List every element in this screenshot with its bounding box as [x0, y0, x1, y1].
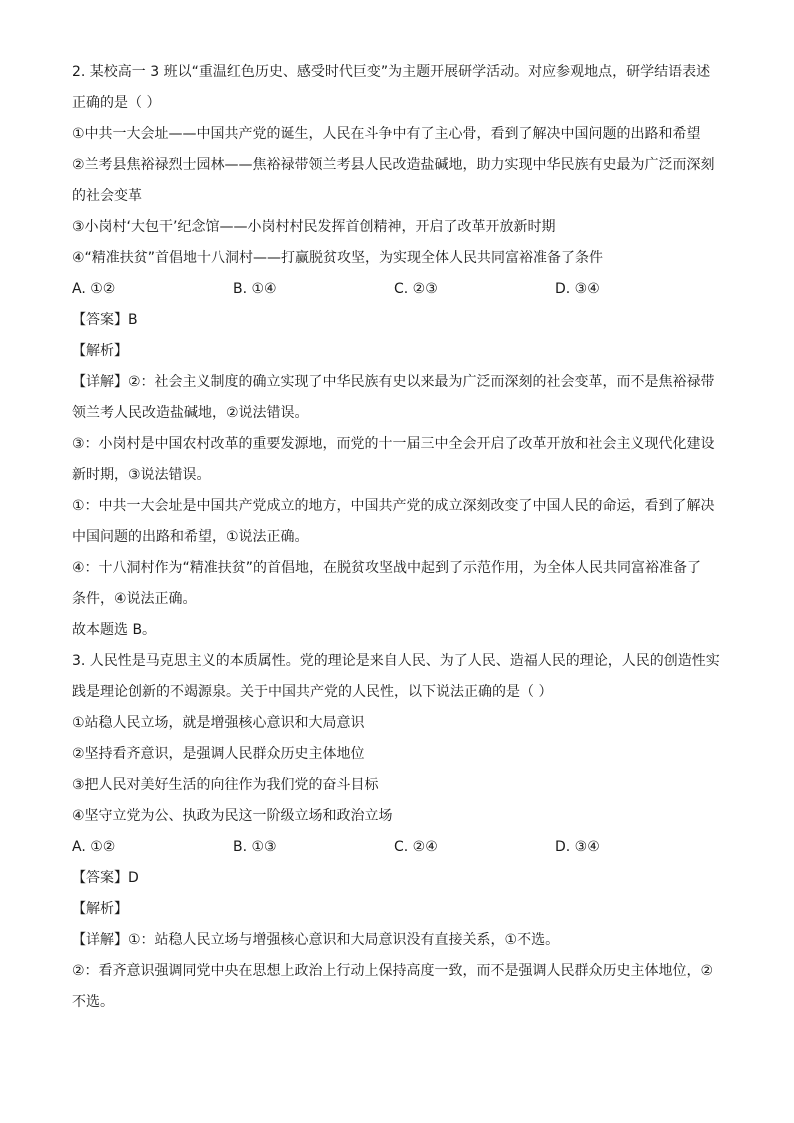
question-2-detail-8: 条件，④说法正确。: [72, 591, 197, 607]
question-2: [72, 62, 724, 640]
question-3-analysis-label: 【解析】: [72, 901, 128, 917]
question-3-item-3: ③把人民对美好生活的向往作为我们党的奋斗目标: [72, 777, 379, 793]
question-2-conclusion: 故本题选 B。: [72, 622, 157, 638]
option-a: A. ①②: [72, 281, 116, 297]
question-3-detail-2: ②：看齐意识强调同党中央在思想上政治上行动上保持高度一致，而不是强调人民群众历史主体地位，②: [72, 963, 714, 979]
question-2-detail-2: 领兰考人民改造盐碱地，②说法错误。: [72, 405, 309, 421]
question-3: [72, 651, 724, 1012]
question-3-answer: 【答案】D: [72, 870, 139, 886]
question-2-stem-line-2: 正确的是（ ）: [72, 95, 161, 111]
question-3-stem-line-1: 3. 人民性是马克思主义的本质属性。党的理论是来自人民、为了人民、造福人民的理论，人民的创造性实: [72, 653, 720, 669]
question-2-item-2: ②兰考县焦裕禄烈士园林——焦裕禄带领兰考县人民改造盐碱地，助力实现中华民族有史最为广泛而深刻: [72, 157, 715, 173]
question-3-item-2: ②坚持看齐意识，是强调人民群众历史主体地位: [72, 746, 365, 762]
question-2-stem-line-1: 2. 某校高一 3 班以“重温红色历史、感受时代巨变”为主题开展研学活动。对应参观地点，研学结语表述: [72, 64, 711, 80]
question-2-detail-6: 中国问题的出路和希望，①说法正确。: [72, 529, 309, 545]
question-2-detail-5: ①：中共一大会址是中国共产党成立的地方，中国共产党的成立深刻改变了中国人民的命运，看到了解决: [72, 498, 715, 514]
question-2-item-3: ③小岗村‘大包干’纪念馆——小岗村村民发挥首创精神，开启了改革开放新时期: [72, 219, 556, 235]
question-2-analysis-label: 【解析】: [72, 343, 128, 359]
question-2-item-2-cont: 的社会变革: [72, 188, 142, 204]
option-d: D. ③④: [555, 281, 600, 297]
option-b: B. ①④: [233, 281, 277, 297]
question-3-item-4: ④坚守立党为公、执政为民这一阶级立场和政治立场: [72, 808, 393, 824]
question-3-detail-1: 【详解】①：站稳人民立场与增强核心意识和大局意识没有直接关系，①不选。: [72, 932, 560, 948]
option-c: C. ②③: [394, 281, 438, 297]
question-2-detail-3: ③：小岗村是中国农村改革的重要发源地，而党的十一届三中全会开启了改革开放和社会主义现代化建设: [72, 436, 715, 452]
document-page: [72, 62, 724, 1023]
question-2-item-1: ①中共一大会址——中国共产党的诞生，人民在斗争中有了主心骨，看到了解决中国问题的出路和希望: [72, 126, 701, 142]
question-2-item-4: ④“精准扶贫”首倡地十八洞村——打赢脱贫攻坚，为实现全体人民共同富裕准备了条件: [72, 250, 604, 266]
question-3-detail-3: 不选。: [72, 994, 114, 1010]
question-2-detail-7: ④：十八洞村作为“精准扶贫”的首倡地，在脱贫攻坚战中起到了示范作用，为全体人民共同富裕准备了: [72, 560, 702, 576]
question-3-item-1: ①站稳人民立场，就是增强核心意识和大局意识: [72, 715, 365, 731]
question-2-answer: 【答案】B: [72, 312, 138, 328]
option-d: D. ③④: [555, 839, 600, 855]
question-3-options: [72, 837, 724, 857]
option-c: C. ②④: [394, 839, 438, 855]
option-b: B. ①③: [233, 839, 277, 855]
question-2-detail-1: 【详解】②：社会主义制度的确立实现了中华民族有史以来最为广泛而深刻的社会变革，而不是焦裕禄带: [72, 374, 715, 390]
option-a: A. ①②: [72, 839, 116, 855]
question-2-options: [72, 279, 724, 299]
question-3-stem-line-2: 践是理论创新的不竭源泉。关于中国共产党的人民性，以下说法正确的是（ ）: [72, 684, 553, 700]
question-2-detail-4: 新时期，③说法错误。: [72, 467, 211, 483]
